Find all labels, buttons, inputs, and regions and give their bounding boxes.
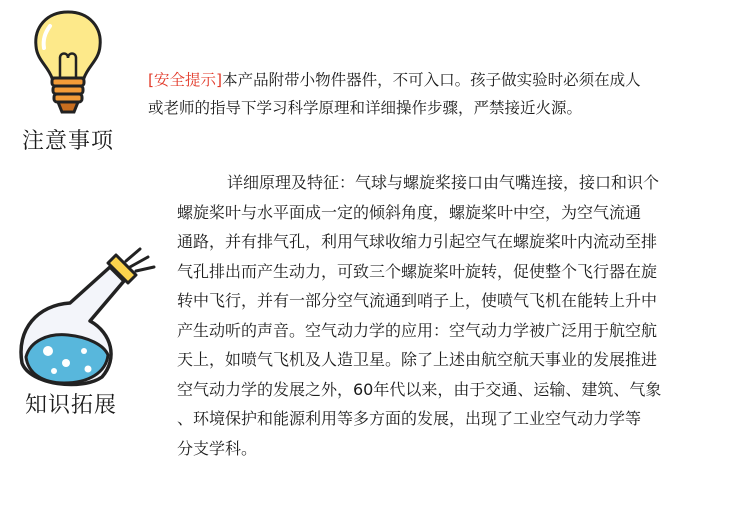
- knowledge-paragraph: [177, 168, 717, 463]
- paragraph-line: 气孔排出而产生动力，可致三个螺旋桨叶旋转，促使整个飞行器在旋: [177, 261, 658, 281]
- safety-tag: [安全提示]: [148, 71, 223, 89]
- safety-line: [148, 66, 738, 94]
- paragraph-line: 分支学科。: [177, 438, 258, 458]
- safety-notice: [148, 66, 738, 122]
- paragraph-line: 空气动力学的发展之外，60年代以来，由于交通、运输、建筑、气象: [177, 379, 662, 399]
- paragraph-line: 转中飞行，并有一部分空气流通到哨子上，使喷气飞机在能转上升中: [177, 291, 658, 310]
- paragraph-line: 详细原理及特征：气球与螺旋桨接口由气嘴连接，接口和识个: [227, 173, 660, 192]
- paragraph-line: 通路，并有排气孔，利用气球收缩力引起空气在螺旋桨叶内流动至排: [177, 232, 658, 251]
- lightbulb-icon: [28, 8, 108, 120]
- section-label-knowledge: 知识拓展: [25, 393, 118, 418]
- flask-icon: [8, 245, 163, 390]
- safety-line: 或老师的指导下学习科学原理和详细操作步骤，严禁接近火源。: [148, 99, 583, 117]
- paragraph-line: 产生动听的声音。空气动力学的应用：空气动力学被广泛用于航空航: [177, 320, 658, 340]
- safety-text: 本产品附带小物件器件，不可入口。孩子做实验时必须在成人: [222, 71, 641, 89]
- paragraph-line: 天上，如喷气飞机及人造卫星。除了上述由航空航天事业的发展推进: [177, 350, 658, 369]
- paragraph-line: 、环境保护和能源利用等多方面的发展，出现了工业空气动力学等: [177, 409, 642, 428]
- paragraph-line: 螺旋桨叶与水平面成一定的倾斜角度，螺旋桨叶中空，为空气流通: [177, 202, 642, 222]
- section-label-notice: 注意事项: [22, 129, 115, 154]
